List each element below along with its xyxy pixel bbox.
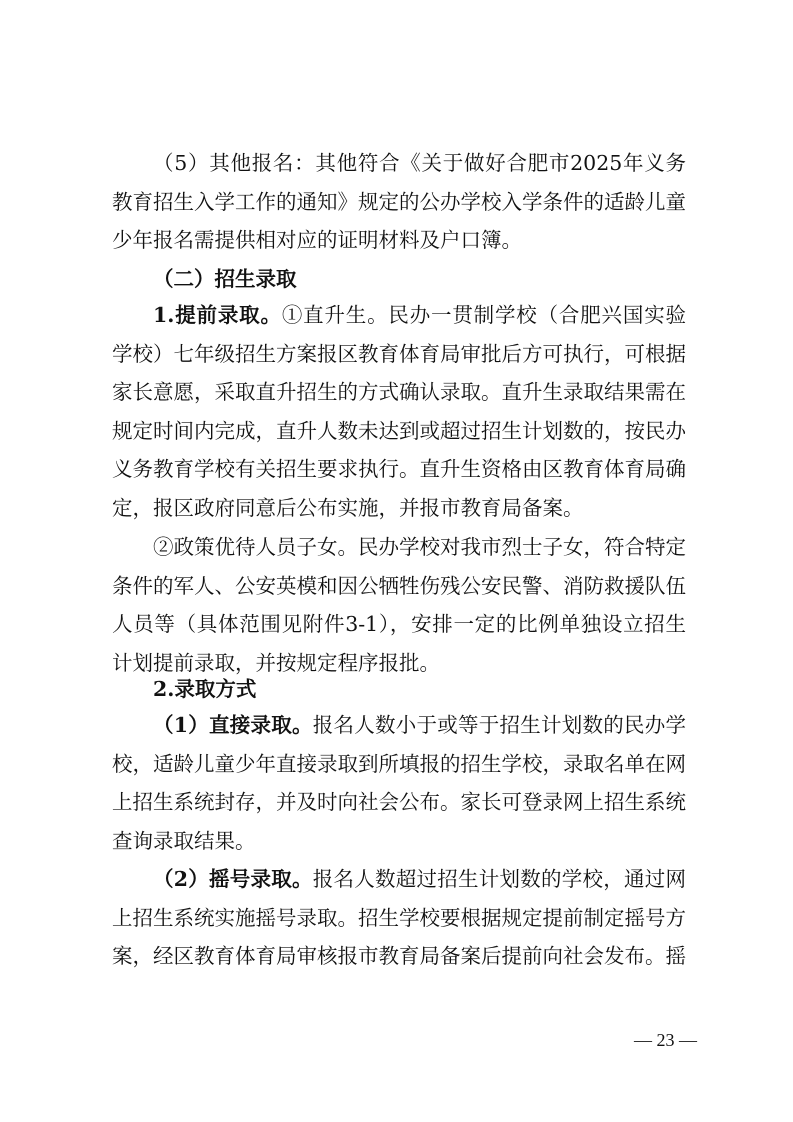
page-number: — 23 —: [634, 1030, 697, 1050]
paragraph-lottery-admission: [112, 860, 686, 976]
section-heading-admission: [112, 260, 686, 299]
paragraph-lead: 1.提前录取。: [153, 303, 282, 327]
subheading-admission-method: [112, 670, 686, 709]
paragraph-other-registration: [112, 144, 686, 260]
paragraph-lead: （2）摇号录取。: [153, 867, 313, 891]
paragraph-early-admission: [112, 296, 686, 528]
paragraph-text: 报名人数小于或等于招生计划数的民办学校，适龄儿童少年直接录取到所填报的招生学校，录取名单在网上招生系统封存，并及时向社会公布。家长可登录网上招生系统查询录取结果。: [112, 713, 687, 853]
paragraph-text: 报名人数超过招生计划数的学校，通过网上招生系统实施摇号录取。招生学校要根据规定提前制定摇号方案，经区教育体育局审核报市教育局备案后提前向社会发布。摇: [112, 867, 687, 969]
paragraph-lead: （1）直接录取。: [153, 713, 313, 737]
paragraph-text: （5）其他报名：其他符合《关于做好合肥市2025年义务教育招生入学工作的通知》规定的公办学校入学条件的适龄儿童少年报名需提供相对应的证明材料及户口簿。: [112, 151, 686, 253]
paragraph-policy-children: [112, 528, 686, 682]
heading-text: （二）招生录取: [153, 267, 297, 291]
paragraph-text: ①直升生。民办一贯制学校（合肥兴国实验学校）七年级招生方案报区教育体育局审批后方可执行，可根据家长意愿，采取直升招生的方式确认录取。直升生录取结果需在规定时间内完成，直升人数未达到或超过招生计划数的，按民办义务教育学校有关招生要求执行。直升生资格由区教育体育局确定，报区政府同意后公布实施，并报市教育局备案。: [112, 303, 687, 520]
paragraph-direct-admission: [112, 706, 686, 860]
paragraph-text: ②政策优待人员子女。民办学校对我市烈士子女，符合特定条件的军人、公安英模和因公牺牲伤残公安民警、消防救援队伍人员等（具体范围见附件3-1），安排一定的比例单独设立招生计划提前录取，并按规定程序报批。: [112, 535, 686, 675]
heading-text: 2.录取方式: [153, 677, 257, 701]
